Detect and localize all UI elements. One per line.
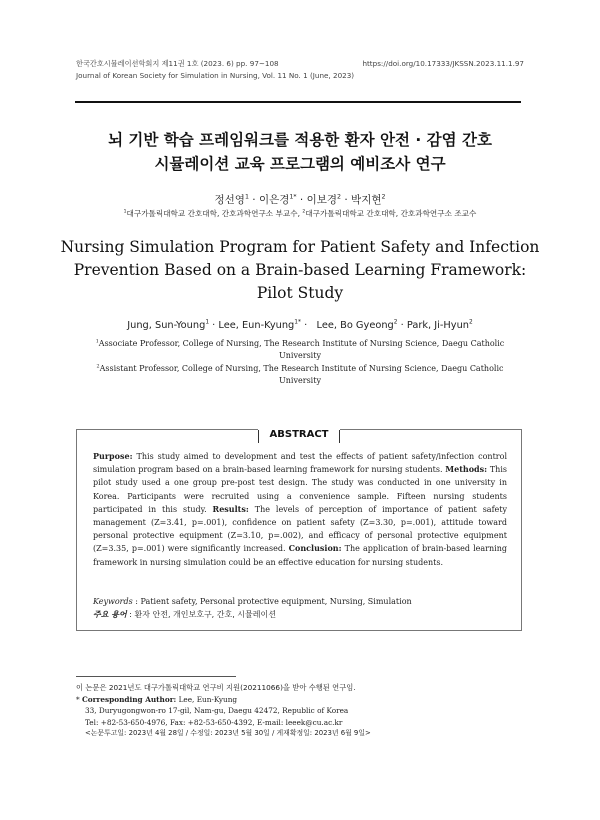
purpose-text: This study aimed to development and test the effects of patient safety/infection control simulation program based on a brain-based learning framework for nursing students.	[93, 452, 507, 475]
english-affiliation-2	[85, 363, 515, 386]
journal-eng-header: Journal of Korean Society for Simulation in Nursing, Vol. 11 No. 1 (June, 2023)	[76, 71, 355, 80]
affil-sup: 2	[302, 209, 306, 215]
methods-label: Methods:	[445, 464, 488, 475]
author-name: 이보경	[306, 194, 338, 206]
doi-link[interactable]: https://doi.org/10.17333/JKSSN.2023.11.1.97	[362, 59, 524, 68]
abstract-box	[76, 429, 522, 631]
author-sup: 2	[337, 193, 342, 201]
conclusion-text: The application of brain-based learning framework in nursing simulation could be an effective education for nursing students.	[93, 544, 507, 567]
author-name: 박지현	[351, 194, 382, 206]
author-name: Park, Ji-Hyun	[406, 320, 470, 331]
results-label: Results:	[212, 503, 249, 514]
keywords-block	[93, 595, 507, 621]
korean-keywords-text: : 환자 안전, 개인보호구, 간호, 시뮬레이션	[129, 610, 276, 620]
author-name: 이은경	[258, 194, 290, 206]
english-title-line-1: Nursing Simulation Program for Patient Safety and Infection	[60, 238, 540, 256]
corresponding-author-line	[76, 694, 536, 706]
english-title-line-3: Pilot Study	[256, 284, 344, 302]
author-sup: 1	[205, 319, 210, 326]
methods-text: This pilot study used a one group pre-post test design. The study was conducted in one university in Korea. Participants were recruited using a convenience sample. Fifteen nursing students participated in this study.	[93, 465, 507, 514]
corr-label: Corresponding Author:	[81, 694, 177, 704]
author-sup: 2	[469, 319, 473, 326]
english-affil-2-text: Assistant Professor, College of Nursing, The Research Institute of Nursing Science, Daegu Catholic University	[99, 364, 504, 385]
author-name: Lee, Bo Gyeong	[316, 320, 394, 331]
korean-affil-1: 대구가톨릭대학교 간호대학, 간호과학연구소 부교수,	[126, 209, 300, 218]
corr-name: Lee, Eun-Kyung	[178, 694, 238, 704]
korean-affil-2: 대구가톨릭대학교 간호대학, 간호과학연구소 조교수	[305, 209, 477, 218]
korean-authors: 정선영$^1$ · 이은경$^{1*}$ · 이보경$^2$ · 박지현$^2$	[214, 193, 386, 206]
conclusion-label: Conclusion:	[288, 543, 342, 554]
author-name: 정선영	[214, 194, 245, 206]
keywords-label: Keywords	[93, 597, 133, 606]
abstract-label: ABSTRACT	[258, 429, 341, 440]
address-line: 33, Duryugongwon-ro 17-gil, Nam-gu, Daegu 42472, Republic of Korea	[85, 706, 349, 716]
corr-marker: *	[76, 694, 80, 704]
author-sup: 1	[244, 193, 249, 201]
journal-kor-header: 한국간호시뮬레이션학회지 제11권 1호 (2023. 6) pp. 97~108	[76, 59, 279, 68]
affil-sup: 1	[95, 339, 99, 345]
footnotes	[76, 682, 536, 740]
submission-dates: <논문투고일: 2023년 4월 28일 / 수정일: 2023년 5월 30일 / 게재확정일: 2023년 6월 9일>	[85, 729, 371, 738]
korean-keywords-line	[93, 608, 507, 621]
contact-line: Tel: +82-53-650-4976, Fax: +82-53-650-4392, E-mail: leeek@cu.ac.kr	[85, 717, 343, 727]
english-title	[60, 236, 540, 305]
english-authors: Jung, Sun-Young$^1$ · Lee, Eun-Kyung$^{1*}$ · Lee, Bo Gyeong$^2$ · Park, Ji-Hyun$^2$	[127, 319, 473, 331]
author-sup: 2	[393, 319, 398, 326]
english-affil-1-text: Associate Professor, College of Nursing, The Research Institute of Nursing Science, Daegu Catholic University	[98, 339, 505, 360]
english-title-line-2: Prevention Based on a Brain-based Learning Framework:	[73, 261, 527, 279]
affil-sup: 1	[123, 209, 127, 215]
korean-title	[0, 128, 600, 176]
korean-keywords-label: 주요 용어	[93, 610, 127, 620]
korean-affiliations	[0, 208, 600, 219]
korean-title-line-2: 시뮬레이션 교육 프로그램의 예비조사 연구	[154, 155, 446, 173]
abstract-label-wrap	[77, 422, 521, 441]
affil-sup: 2	[96, 364, 100, 370]
results-text: The levels of perception of importance of patient safety management (Z=3.41, p=.001), confidence on patient safety (Z=3.30, p=.001), attitude toward personal protective equipment (Z=3.10, p=.002), and efficacy of personal protective equipment (Z=3.35, p=.001) were significantly increased.	[93, 504, 508, 554]
author-sup: 2	[381, 193, 386, 201]
footnote-rule	[76, 676, 236, 677]
author-sup: 1*	[294, 319, 301, 326]
purpose-label: Purpose:	[93, 451, 133, 461]
korean-title-line-1: 뇌 기반 학습 프레임워크를 적용한 환자 안전 · 감염 간호	[108, 131, 492, 149]
author-sup: 1*	[289, 193, 297, 201]
author-name: Lee, Eun-Kyung	[218, 320, 295, 331]
header-rule	[75, 101, 521, 103]
english-affiliation-1	[85, 338, 515, 361]
keywords-line	[93, 595, 507, 608]
keywords-text: : Patient safety, Personal protective equipment, Nursing, Simulation	[135, 597, 412, 606]
funding-note: 이 논문은 2021년도 대구가톨릭대학교 연구비 지원(20211066)을 받아 수행된 연구임.	[76, 683, 356, 692]
abstract-body	[93, 450, 507, 569]
author-name: Jung, Sun-Young	[127, 320, 206, 331]
